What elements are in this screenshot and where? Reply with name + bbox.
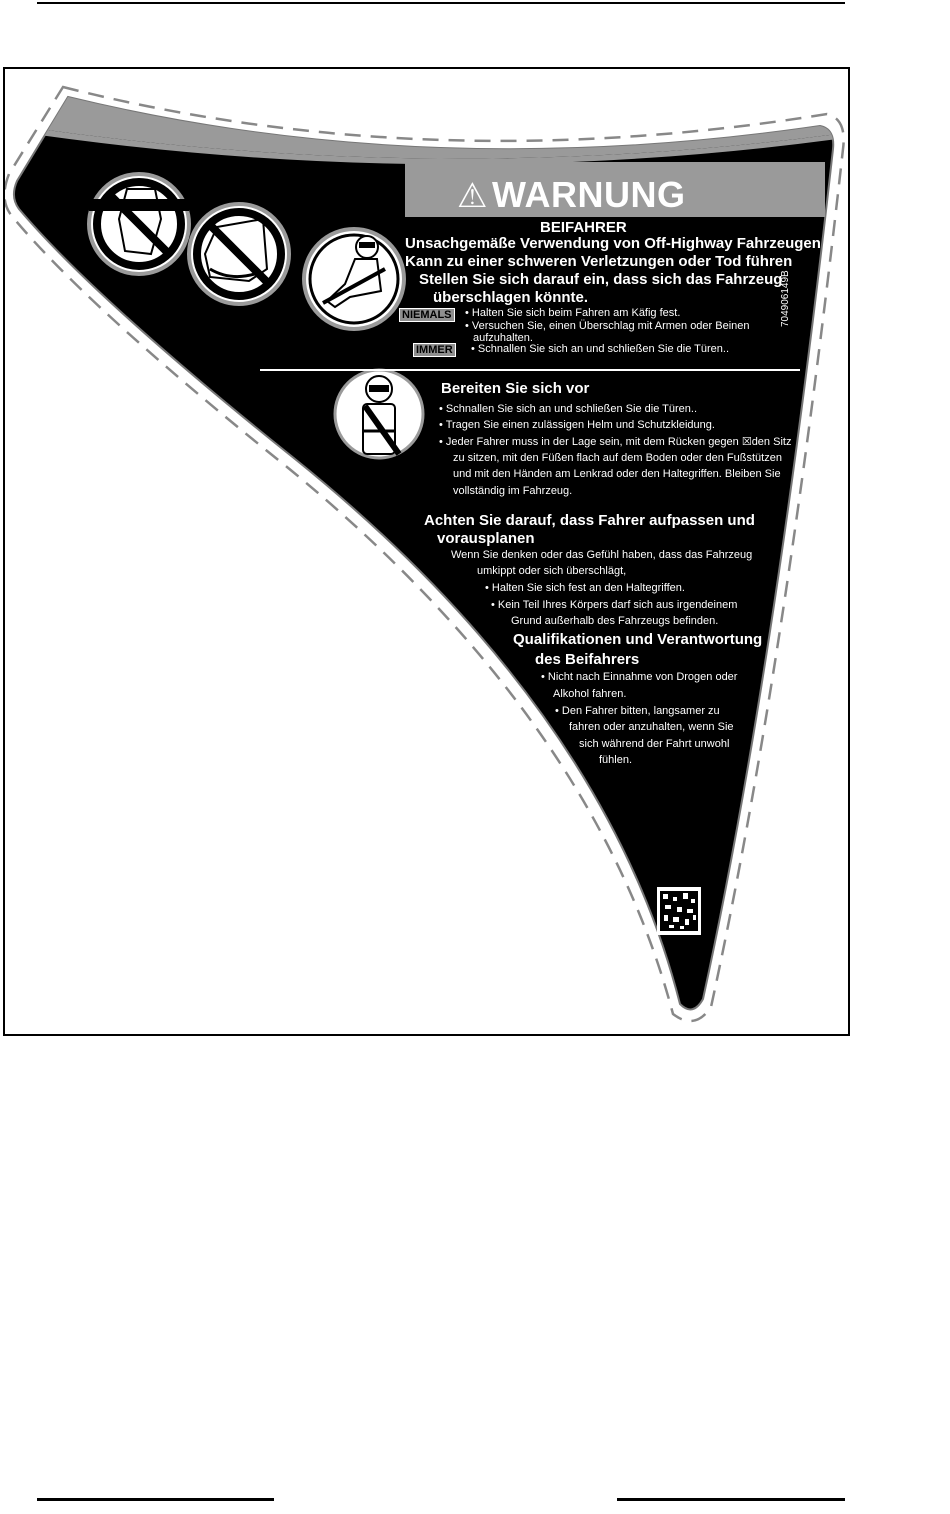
top-rule bbox=[37, 2, 845, 4]
warning-title bbox=[457, 174, 685, 216]
always-item-1: • Schnallen Sie sich an und schließen Sie die Türen.. bbox=[471, 343, 730, 355]
attention-line-2: umkippt oder sich überschlägt, bbox=[477, 565, 627, 577]
headline-line-2: Kann zu einer schweren Verletzungen oder Tod führen bbox=[405, 253, 793, 270]
qualifications-line-1: • Nicht nach Einnahme von Drogen oder bbox=[541, 671, 738, 683]
attention-heading-2: vorausplanen bbox=[437, 530, 535, 547]
prepare-heading: Bereiten Sie sich vor bbox=[441, 380, 590, 397]
attention-line-5: Grund außerhalb des Fahrzeugs befinden. bbox=[511, 615, 719, 627]
prepare-line-3: • Jeder Fahrer muss in der Lage sein, mit dem Rücken gegen ☒den Sitz bbox=[439, 436, 792, 448]
data-matrix-code-icon bbox=[657, 887, 701, 935]
headline-line-1: Unsachgemäße Verwendung von Off-Highway Fahrzeugen bbox=[405, 235, 821, 252]
headline-line-3: Stellen Sie sich darauf ein, dass sich das Fahrzeug bbox=[419, 271, 783, 288]
qualifications-line-5: sich während der Fahrt unwohl bbox=[579, 738, 730, 750]
attention-line-3: • Halten Sie sich fest an den Haltegriffen. bbox=[485, 582, 685, 594]
prepare-line-1: • Schnallen Sie sich an und schließen Sie die Türen.. bbox=[439, 403, 698, 415]
qualifications-line-4: fahren oder anzuhalten, wenn Sie bbox=[569, 721, 734, 733]
attention-line-1: Wenn Sie denken oder das Gefühl haben, dass das Fahrzeug bbox=[451, 549, 753, 561]
no-hand-grab-icon bbox=[89, 174, 189, 274]
qualifications-heading-2: des Beifahrers bbox=[535, 651, 640, 668]
rollover-occupant-icon bbox=[304, 229, 404, 329]
prepare-line-6: vollständig im Fahrzeug. bbox=[453, 485, 573, 497]
warning-triangle-icon: ⚠ bbox=[457, 177, 488, 215]
prepare-line-4: zu sitzen, mit den Füßen flach auf dem Boden oder den Fußstützen bbox=[453, 452, 782, 464]
headline-line-4: überschlagen könnte. bbox=[433, 289, 589, 306]
never-item-1: • Halten Sie sich beim Fahren am Käfig fest. bbox=[465, 307, 681, 319]
bottom-rule-left bbox=[37, 1498, 274, 1501]
never-badge: NIEMALS bbox=[399, 308, 455, 322]
qualifications-line-6: fühlen. bbox=[599, 754, 633, 766]
part-number: 704906149B bbox=[780, 270, 791, 327]
never-item-2: • Versuchen Sie, einen Überschlag mit Armen oder Beinen bbox=[465, 320, 750, 332]
seatbelt-helmet-icon bbox=[335, 370, 423, 458]
qualifications-line-2: Alkohol fahren. bbox=[553, 688, 627, 700]
subject-label: BEIFAHRER bbox=[540, 219, 627, 236]
prepare-line-5: und mit den Händen am Lenkrad oder den Haltegriffen. Bleiben Sie bbox=[453, 468, 781, 480]
warning-label-figure bbox=[3, 67, 850, 1036]
no-limb-out-icon bbox=[189, 204, 289, 304]
attention-line-4: • Kein Teil Ihres Körpers darf sich aus irgendeinem bbox=[491, 599, 738, 611]
bottom-rule-right bbox=[617, 1498, 845, 1501]
never-item-3: aufzuhalten. bbox=[473, 332, 533, 344]
qualifications-heading-1: Qualifikationen und Verantwortung bbox=[513, 631, 763, 648]
prepare-line-2: • Tragen Sie einen zulässigen Helm und Schutzkleidung. bbox=[439, 419, 715, 431]
attention-heading-1: Achten Sie darauf, dass Fahrer aufpassen und bbox=[424, 512, 755, 529]
qualifications-line-3: • Den Fahrer bitten, langsamer zu bbox=[555, 705, 720, 717]
warning-title-text: WARNUNG bbox=[491, 174, 686, 215]
always-badge: IMMER bbox=[413, 343, 456, 357]
